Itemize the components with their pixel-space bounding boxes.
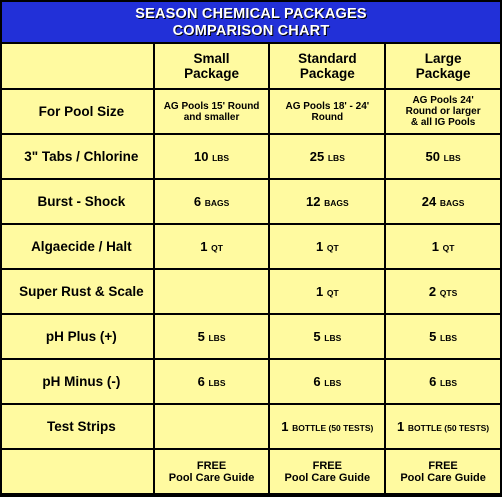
product-row xyxy=(2,180,500,223)
unit: QT xyxy=(442,243,455,253)
column-header-line: Small xyxy=(193,51,230,66)
quantity-cell xyxy=(386,180,500,223)
pool-size-line: & all IG Pools xyxy=(410,117,476,128)
product-row xyxy=(2,270,500,313)
unit: LBS xyxy=(443,153,461,163)
column-header-large xyxy=(386,44,500,88)
bonus-line: FREE xyxy=(428,459,458,472)
unit: QTS xyxy=(439,288,458,298)
pool-size-line: AG Pools 24' xyxy=(412,95,474,106)
row-label: Algaecide / Halt xyxy=(2,225,153,268)
unit: LBS xyxy=(440,378,458,388)
quantity-cell xyxy=(270,225,384,268)
row-label: pH Minus (-) xyxy=(2,360,153,403)
unit: QT xyxy=(326,243,339,253)
quantity: 5 xyxy=(429,329,437,344)
unit: BAGS xyxy=(324,198,349,208)
bonus-line: Pool Care Guide xyxy=(284,471,371,484)
quantity: 6 xyxy=(313,374,321,389)
quantity-cell xyxy=(155,315,269,358)
quantity-cell xyxy=(270,315,384,358)
row-label xyxy=(2,450,153,493)
unit: LBS xyxy=(324,333,342,343)
corner-cell xyxy=(2,44,153,88)
quantity-cell xyxy=(155,225,269,268)
pool-size-cell xyxy=(155,90,269,133)
quantity: 50 xyxy=(425,149,441,164)
column-header-line: Standard xyxy=(298,51,357,66)
quantity: 2 xyxy=(428,284,437,299)
quantity-cell xyxy=(155,135,269,178)
unit: LBS xyxy=(208,333,226,343)
quantity-cell xyxy=(386,135,500,178)
pool-size-line: AG Pools 18' - 24' xyxy=(285,100,370,112)
row-label: Super Rust & Scale xyxy=(2,270,153,313)
column-header-line: Package xyxy=(184,66,239,81)
quantity: 1 xyxy=(200,239,208,254)
pool-size-line: Round xyxy=(311,111,344,123)
quantity-cell xyxy=(155,405,269,448)
row-label: For Pool Size xyxy=(2,90,153,133)
product-row xyxy=(2,135,500,178)
unit: LBS xyxy=(212,153,230,163)
title-line-1: SEASON CHEMICAL PACKAGES xyxy=(135,6,367,22)
quantity-cell xyxy=(386,405,500,448)
unit: LBS xyxy=(208,378,226,388)
quantity: 25 xyxy=(309,149,325,164)
package-table xyxy=(0,42,502,495)
unit: BAGS xyxy=(204,198,230,208)
bonus-line: FREE xyxy=(196,459,227,472)
unit: BAGS xyxy=(439,198,465,208)
unit: QT xyxy=(326,288,339,298)
quantity: 6 xyxy=(193,194,202,209)
quantity-cell xyxy=(270,360,384,403)
bonus-line: Pool Care Guide xyxy=(168,471,255,484)
column-header-line: Large xyxy=(424,51,462,66)
bonus-line: FREE xyxy=(312,459,342,472)
chart-title xyxy=(2,2,500,42)
quantity-cell xyxy=(386,360,500,403)
bonus-cell xyxy=(386,450,500,493)
quantity-cell xyxy=(386,270,500,313)
quantity: 1 xyxy=(315,284,324,299)
quantity: 1 xyxy=(315,239,324,254)
row-label: Burst - Shock xyxy=(2,180,153,223)
pool-size-cell xyxy=(270,90,384,133)
quantity-cell xyxy=(386,225,500,268)
column-header-line: Package xyxy=(415,66,471,81)
quantity-cell xyxy=(155,360,269,403)
product-row xyxy=(2,405,500,448)
quantity-cell xyxy=(270,135,384,178)
quantity: 6 xyxy=(429,374,437,389)
product-row xyxy=(2,225,500,268)
unit: LBS xyxy=(440,333,458,343)
unit: QT xyxy=(211,243,223,253)
column-header-standard xyxy=(270,44,384,88)
row-label: Test Strips xyxy=(2,405,153,448)
quantity-cell xyxy=(270,180,384,223)
bonus-row xyxy=(2,450,500,493)
column-header-line: Package xyxy=(299,66,355,81)
quantity: 10 xyxy=(194,149,209,164)
row-label: 3" Tabs / Chlorine xyxy=(2,135,153,178)
quantity: 24 xyxy=(421,194,437,209)
bonus-cell xyxy=(155,450,269,493)
unit: BOTTLE (50 TESTS) xyxy=(292,423,374,433)
unit: LBS xyxy=(327,153,345,163)
pool-size-line: AG Pools 15' Round xyxy=(163,100,260,112)
quantity-cell xyxy=(270,270,384,313)
quantity: 12 xyxy=(305,194,321,209)
unit: BOTTLE (50 TESTS) xyxy=(407,423,490,433)
quantity: 5 xyxy=(197,329,205,344)
quantity: 1 xyxy=(431,239,439,254)
pool-size-line: Round or larger xyxy=(405,106,481,117)
pool-size-line: and smaller xyxy=(183,111,240,123)
product-row xyxy=(2,315,500,358)
quantity: 5 xyxy=(313,329,321,344)
bonus-cell xyxy=(270,450,384,493)
header-row xyxy=(2,44,500,88)
quantity: 1 xyxy=(281,419,289,434)
quantity: 1 xyxy=(397,419,405,434)
row-label: pH Plus (+) xyxy=(2,315,153,358)
product-row xyxy=(2,360,500,403)
quantity-cell xyxy=(155,180,269,223)
unit: LBS xyxy=(324,378,342,388)
column-header-small xyxy=(155,44,269,88)
pool-size-row xyxy=(2,90,500,133)
quantity-cell xyxy=(270,405,384,448)
bonus-line: Pool Care Guide xyxy=(400,471,486,484)
pool-size-cell xyxy=(386,90,500,133)
title-line-2: COMPARISON CHART xyxy=(172,23,330,39)
quantity: 6 xyxy=(197,374,205,389)
quantity-cell xyxy=(155,270,269,313)
quantity-cell xyxy=(386,315,500,358)
